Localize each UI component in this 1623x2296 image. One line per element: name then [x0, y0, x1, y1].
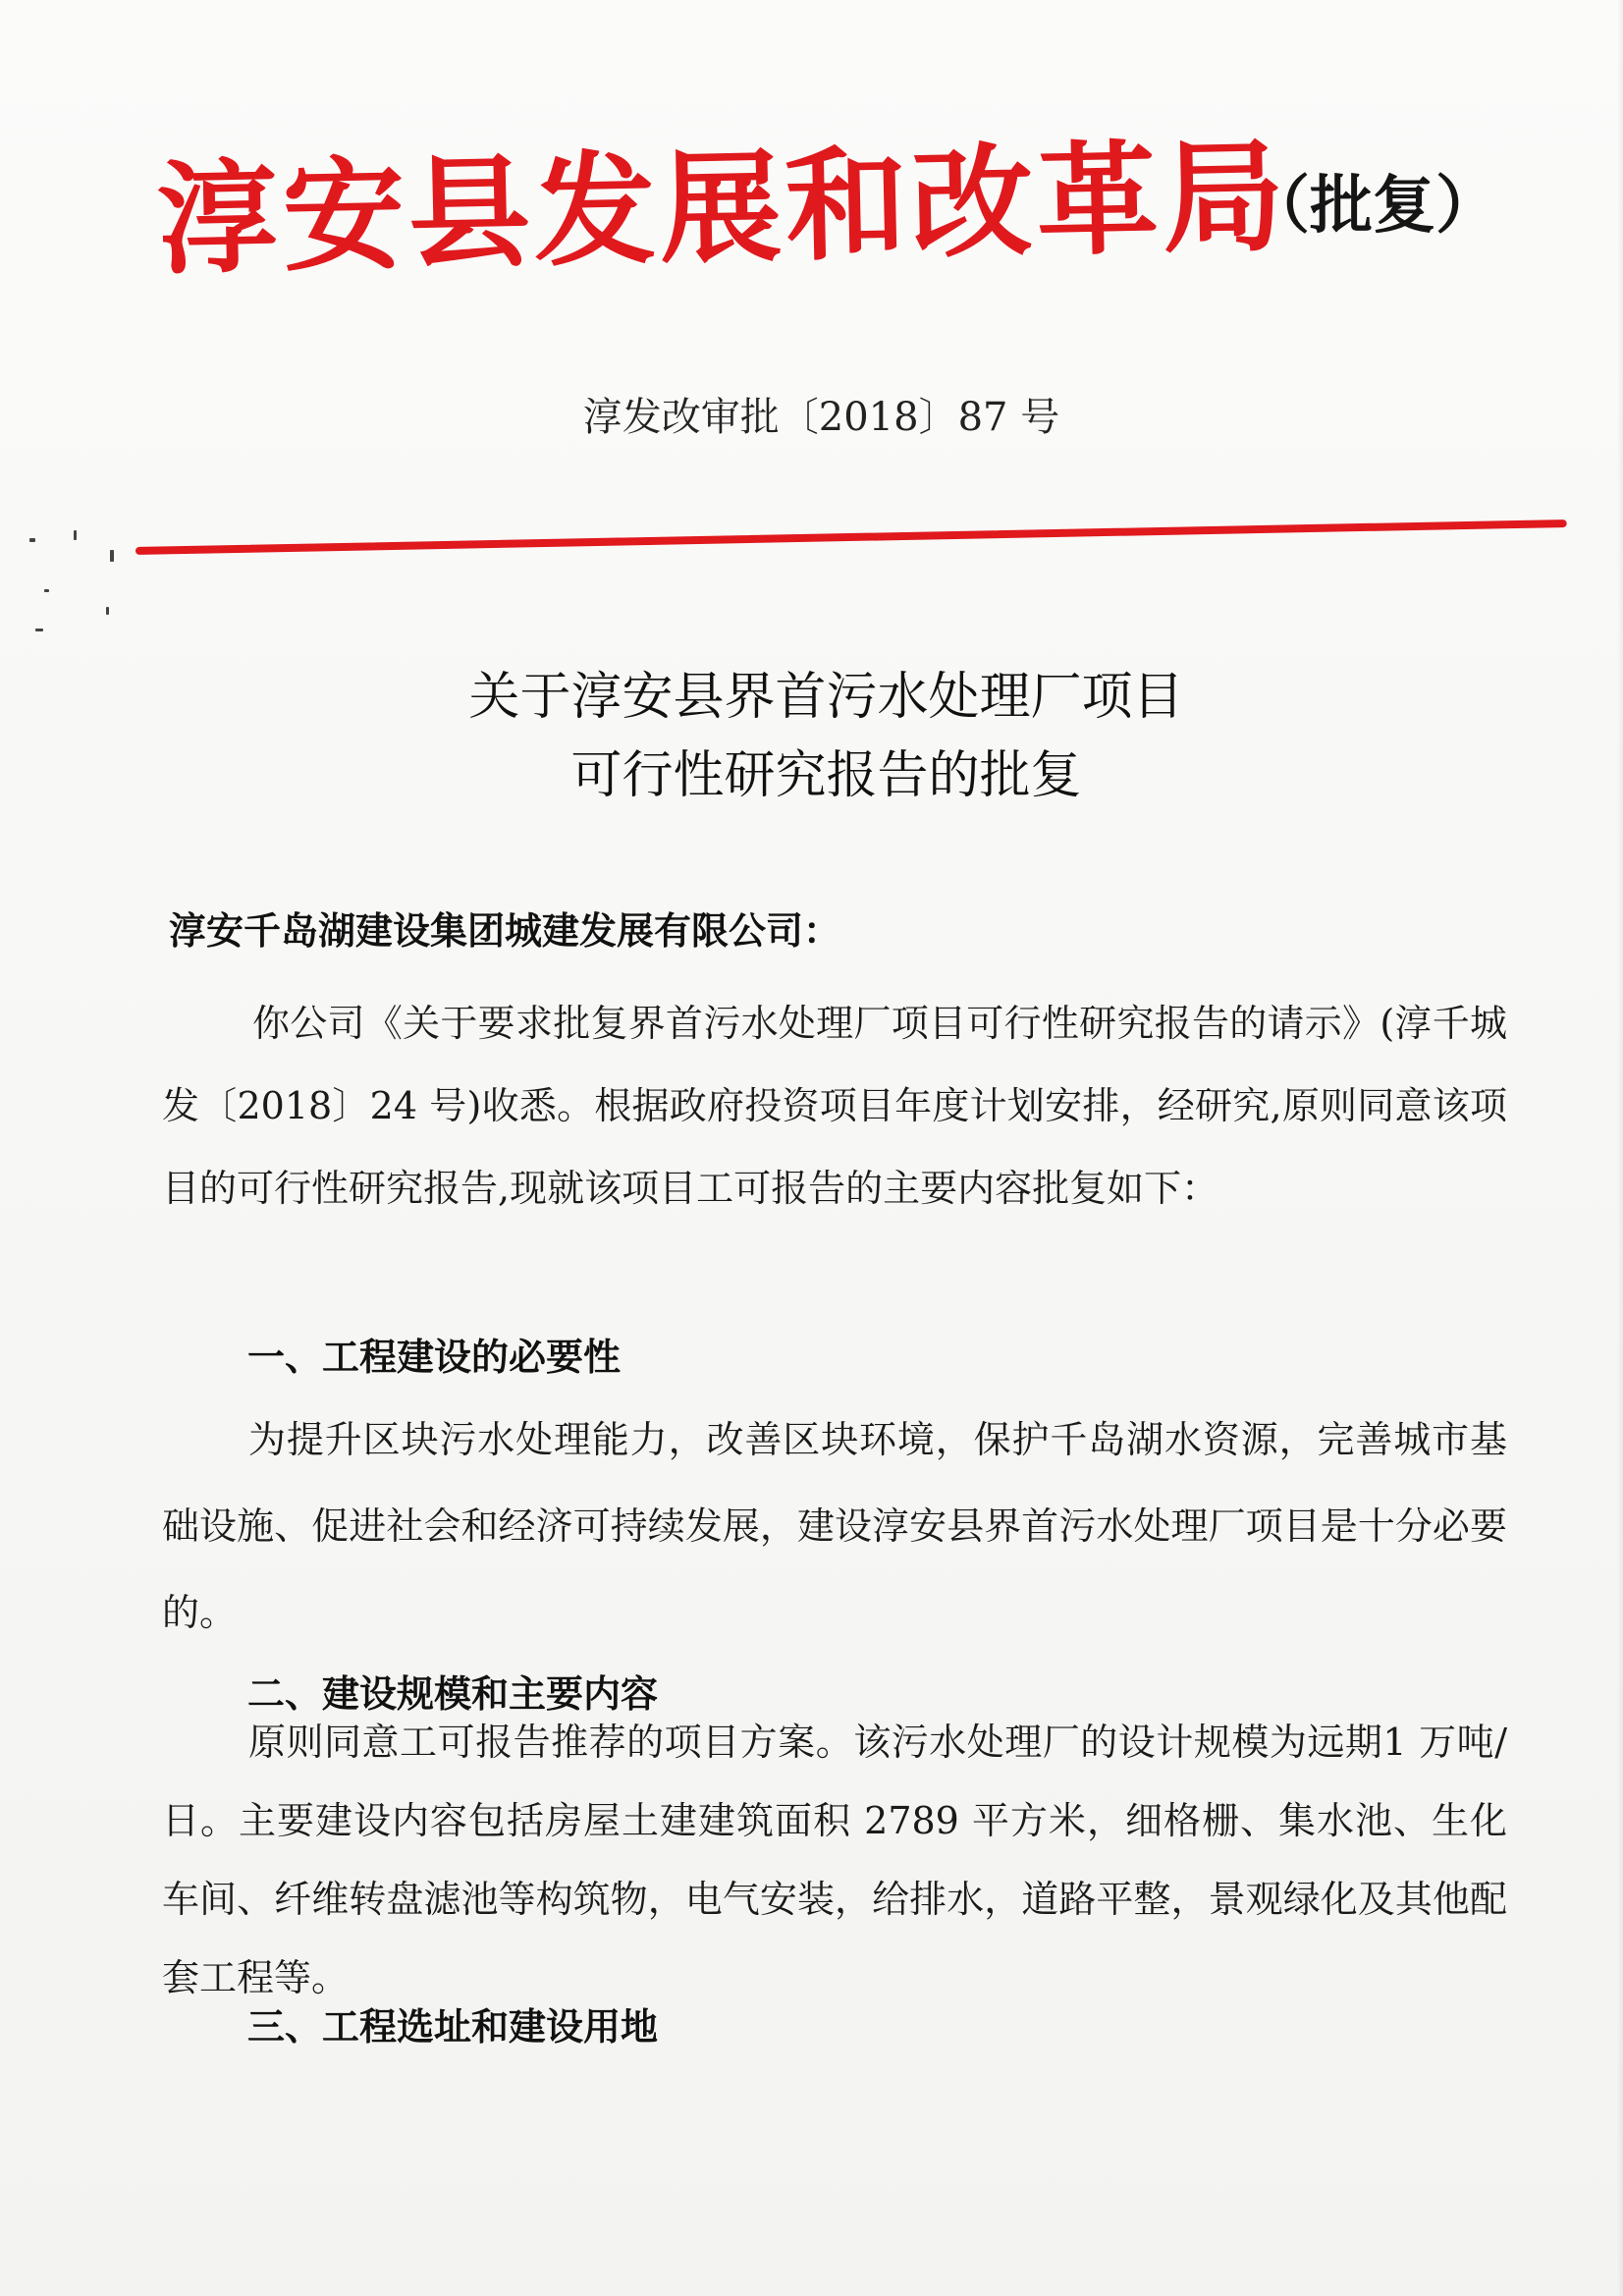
- section-heading-site-land: 三、工程选址和建设用地: [247, 2005, 659, 2049]
- document-number: 淳发改审批〔2018〕87 号: [582, 395, 1060, 440]
- addressee: 淳安千岛湖建设集团城建发展有限公司：: [169, 909, 841, 953]
- document-title-line-2: 可行性研究报告的批复: [570, 746, 1082, 805]
- document-title-line-1: 关于淳安县界首污水处理厂项目: [468, 668, 1184, 727]
- intro-paragraph: 你公司《关于要求批复界首污水处理厂项目可行性研究报告的请示》(淳千城发〔2018〕24 号)收悉。根据政府投资项目年度计划安排，经研究,原则同意该项目的可行性研究报告,现就该项目工可报告的主要内容批复如下：: [162, 1002, 1507, 1210]
- scan-speck: [29, 538, 35, 542]
- scan-speck: [106, 607, 109, 615]
- scan-speck: [110, 550, 114, 562]
- scan-speck: [44, 589, 49, 592]
- section-necessity-body: 为提升区块污水处理能力，改善区块环境，保护千岛湖水资源，完善城市基础设施、促进社会和经济可持续发展，建设淳安县界首污水处理厂项目是十分必要的。: [162, 1418, 1507, 1634]
- issuing-authority-letterhead: 淳安县发展和改革局: [155, 125, 1290, 292]
- scan-speck: [35, 629, 43, 631]
- document-type-label: （批复）: [1247, 170, 1498, 243]
- section-scale-content-body: 原则同意工可报告推荐的项目方案。该污水处理厂的设计规模为远期1 万吨/日。主要建设内容包括房屋土建建筑面积 2789 平方米，细格栅、集水池、生化车间、纤维转盘滤池等构筑物，电气安装，给排水，道路平整，景观绿化及其他配套工程等。: [162, 1721, 1507, 1999]
- scan-shadow-edge: [1617, 0, 1623, 2296]
- scan-speck: [74, 530, 77, 540]
- section-heading-necessity: 一、工程建设的必要性: [247, 1336, 622, 1379]
- section-heading-scale-content: 二、建设规模和主要内容: [247, 1672, 659, 1716]
- letterhead-red-divider: [135, 519, 1567, 555]
